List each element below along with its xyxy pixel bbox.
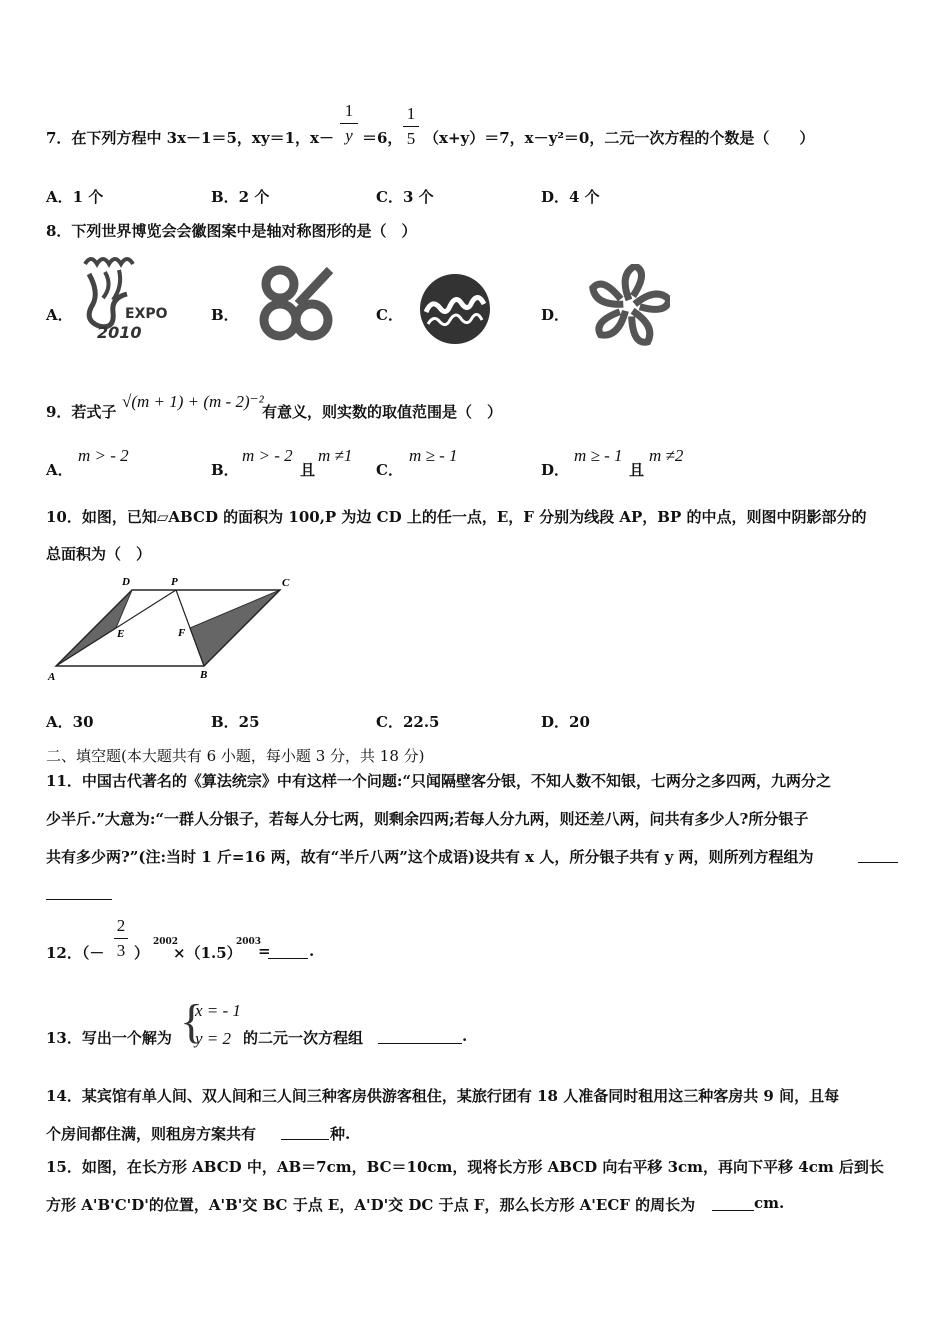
- q10-parallelogram-figure: [44, 574, 294, 684]
- q14-line1: 14．某宾馆有单人间、双人间和三人间三种客房供游客租住，某旅行团有 18 人准备同时租用这三种客房共 9 间，且每: [46, 1087, 840, 1105]
- q13-end: .: [462, 1027, 468, 1045]
- q7-option-b[interactable]: B．2 个: [211, 188, 270, 206]
- expo-wave-logo-icon[interactable]: [418, 272, 492, 346]
- q9-option-d-text-2: m ≠2: [649, 446, 684, 465]
- q7-frac2-den: 5: [406, 129, 416, 148]
- q8-option-a-label[interactable]: A．: [46, 306, 73, 324]
- q10-label-a: A: [48, 671, 56, 683]
- expo-86-logo-icon[interactable]: [258, 262, 338, 346]
- q7-fraction-1: [340, 101, 358, 146]
- section2-heading: 二、填空题(本大题共有 6 小题，每小题 3 分，共 18 分): [46, 747, 425, 765]
- q7-frac2-num: 1: [406, 104, 416, 123]
- q12-frac-den: 3: [116, 941, 126, 960]
- q9-option-c-label[interactable]: C．: [376, 461, 403, 479]
- q11-line2: 少半斤.”大意为:“一群人分银子，若每人分七两，则剩余四两;若每人分九两，则还差八两，问共有多少人?所分银子: [46, 810, 809, 828]
- q11-line3: 共有多少两?”(注:当时 1 斤=16 两，故有“半斤八两”这个成语)设共有 x 人，所分银子共有 y 两，则所列方程组为: [46, 848, 814, 866]
- q9-option-a-text: m > - 2: [78, 446, 129, 465]
- q10-label-b: B: [200, 669, 208, 681]
- q13-answer-blank[interactable]: [378, 1043, 462, 1044]
- q15-line2-suffix: cm.: [754, 1194, 785, 1212]
- expo-2010-logo-icon[interactable]: [75, 252, 175, 344]
- q11-line1: 11．中国古代著名的《算法统宗》中有这样一个问题:“只闻隔壁客分银，不知人数不知银，七两分之多四两，九两分之: [46, 772, 832, 790]
- q10-option-d[interactable]: D．20: [541, 713, 590, 731]
- q14-line2-suffix: 种.: [330, 1125, 351, 1143]
- q12-answer-blank[interactable]: [268, 958, 308, 959]
- q9-option-b-label[interactable]: B．: [211, 461, 239, 479]
- q7-stem-prefix: 7．在下列方程中 3x－1＝5，xy＝1，x－: [46, 129, 334, 147]
- q7-frac1-den: y: [345, 126, 353, 145]
- q8-option-b-label[interactable]: B．: [211, 306, 239, 324]
- q15-line1: 15．如图，在长方形 ABCD 中，AB＝7cm，BC＝10cm，现将长方形 ABCD 向右平移 3cm，再向下平移 4cm 后到长: [46, 1158, 884, 1176]
- q12-prefix: 12．（－: [46, 944, 105, 962]
- q10-label-c: C: [282, 577, 290, 589]
- q14-line2-prefix: 个房间都住满，则租房方案共有: [46, 1125, 257, 1143]
- q9-option-d-text-1: m ≥ - 1: [574, 446, 623, 465]
- q10-label-e: E: [117, 628, 125, 640]
- q9-option-d-and: 且: [629, 461, 645, 479]
- q9-option-b-and: 且: [300, 461, 316, 479]
- q12-frac-num: 2: [116, 916, 126, 935]
- q10-stem-line2: 总面积为（ ）: [46, 545, 152, 563]
- q9-option-b-text-1: m > - 2: [242, 446, 293, 465]
- q10-label-p: P: [171, 576, 178, 588]
- q7-frac1-num: 1: [344, 101, 354, 120]
- q11-answer-blank-1[interactable]: [858, 862, 898, 863]
- q15-answer-blank[interactable]: [712, 1210, 754, 1211]
- q15-line2-prefix: 方形 A'B'C'D'的位置，A'B'交 BC 于点 E，A'D'交 DC 于点 F，那么长方形 A'ECF 的周长为: [46, 1196, 696, 1214]
- q7-option-a[interactable]: A．1 个: [46, 188, 104, 206]
- q9-option-c-text: m ≥ - 1: [409, 446, 458, 465]
- q9-option-b-text-2: m ≠1: [318, 446, 353, 465]
- q8-option-c-label[interactable]: C．: [376, 306, 403, 324]
- q12-fraction: [114, 916, 128, 961]
- q13-brace: {: [180, 995, 204, 1048]
- q7-option-d[interactable]: D．4 个: [541, 188, 600, 206]
- year-text: 2010: [97, 323, 142, 342]
- q7-stem-mid: ＝6，: [362, 129, 403, 147]
- q12-mid: ）: [134, 944, 150, 962]
- q9-expression: √(m + 1) + (m - 2)⁻²: [122, 392, 264, 411]
- q10-stem-line1: 10．如图，已知▱ABCD 的面积为 100,P 为边 CD 上的任一点，E，F 分别为线段 AP，BP 的中点，则图中阴影部分的: [46, 508, 867, 526]
- q10-label-d: D: [122, 576, 130, 588]
- q12-suffix: =: [258, 942, 271, 960]
- q13-system-line2: y = 2: [195, 1029, 232, 1048]
- q14-answer-blank[interactable]: [281, 1139, 329, 1140]
- q10-option-a[interactable]: A．30: [46, 713, 94, 731]
- q13-suffix: 的二元一次方程组: [243, 1029, 364, 1047]
- q7-option-c[interactable]: C．3 个: [376, 188, 434, 206]
- q8-option-d-label[interactable]: D．: [541, 306, 570, 324]
- q11-answer-blank-2[interactable]: [46, 899, 112, 900]
- expo-flower-logo-icon[interactable]: [588, 264, 670, 348]
- q8-stem: 8．下列世界博览会会徽图案中是轴对称图形的是（ ）: [46, 222, 417, 240]
- q12-times: ×（1.5）: [173, 944, 242, 962]
- q10-label-f: F: [178, 627, 186, 639]
- q9-option-d-label[interactable]: D．: [541, 461, 570, 479]
- q7-fraction-2: [403, 104, 419, 149]
- q7-stem-suffix: （x+y）＝7，x－y²＝0，二元一次方程的个数是（ ）: [424, 129, 815, 147]
- q12-end: .: [309, 942, 315, 960]
- expo-text: EXPO: [125, 306, 168, 322]
- q10-option-c[interactable]: C．22.5: [376, 713, 440, 731]
- q12-exp1: 2002: [153, 937, 179, 947]
- q10-shaded-right: [190, 590, 280, 666]
- q13-prefix: 13．写出一个解为: [46, 1029, 172, 1047]
- q12-exp2: 2003: [236, 937, 262, 947]
- q9-option-a-label[interactable]: A．: [46, 461, 73, 479]
- q10-option-b[interactable]: B．25: [211, 713, 260, 731]
- q9-stem-suffix: 有意义，则实数的取值范围是（ ）: [262, 403, 503, 421]
- q9-stem-prefix: 9．若式子: [46, 403, 117, 421]
- q13-system-line1: x = - 1: [195, 1001, 241, 1020]
